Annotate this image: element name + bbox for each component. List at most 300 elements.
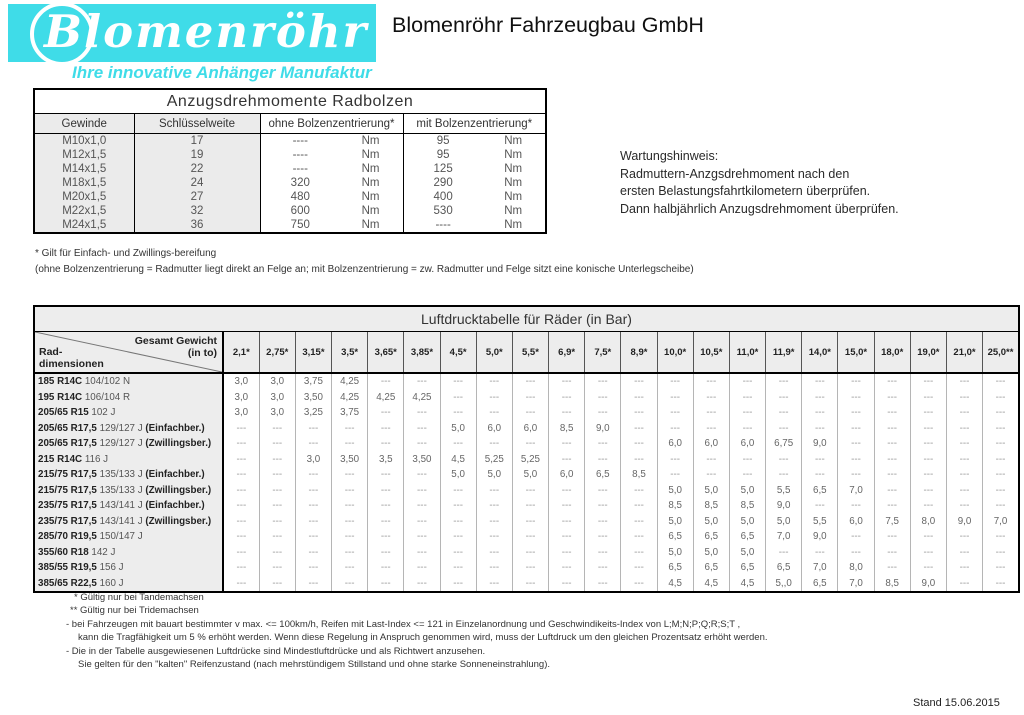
pressure-value-cell: 7,0 — [802, 560, 838, 576]
pressure-value-cell: 6,0 — [512, 421, 548, 437]
pressure-value-cell: --- — [295, 483, 331, 499]
pressure-value-cell: 7,0 — [766, 529, 802, 545]
pressure-value-cell: --- — [368, 421, 404, 437]
torque-unit: Nm — [361, 163, 380, 175]
pressure-value-cell: --- — [874, 483, 910, 499]
torque-value: 400 — [433, 191, 453, 203]
pressure-value-cell: --- — [259, 576, 295, 593]
pressure-value-cell: --- — [766, 373, 802, 390]
pressure-value-cell: --- — [802, 405, 838, 421]
weight-header: 15,0* — [838, 332, 874, 374]
pressure-value-cell: --- — [983, 467, 1019, 483]
pressure-value-cell: 9,0 — [910, 576, 946, 593]
pressure-value-cell: --- — [404, 467, 440, 483]
tyre-load-index: 160 J — [96, 577, 124, 589]
tyre-load-index: 129/127 J — [96, 438, 143, 450]
gewinde-cell: M14x1,5 — [34, 162, 134, 176]
pressure-value-cell: --- — [657, 390, 693, 406]
pressure-value-cell: 4,25 — [332, 390, 368, 406]
weight-header: 4,5* — [440, 332, 476, 374]
pressure-value-cell: 4,5 — [693, 576, 729, 593]
pressure-value-cell: --- — [838, 498, 874, 514]
pressure-value-cell: --- — [585, 514, 621, 530]
pressure-value-cell: --- — [983, 452, 1019, 468]
footnote-line: (ohne Bolzenzentrierung = Radmutter liegt direkt an Felge an; mit Bolzenzentrierung = zw. Radmutter und Felge sitzt eine konische Unterlegscheibe) — [35, 263, 694, 275]
pressure-value-cell: 8,0 — [910, 514, 946, 530]
pressure-value-cell: --- — [368, 576, 404, 593]
pressure-value-cell: --- — [983, 483, 1019, 499]
pressure-value-cell: 7,5 — [874, 514, 910, 530]
pressure-value-cell: 5,0 — [729, 514, 765, 530]
company-title: Blomenröhr Fahrzeugbau GmbH — [392, 13, 704, 37]
pressure-value-cell: --- — [512, 483, 548, 499]
pressure-value-cell: --- — [585, 545, 621, 561]
pressure-value-cell: --- — [585, 452, 621, 468]
torque-ohne-cell — [260, 218, 403, 233]
pressure-value-cell: --- — [295, 545, 331, 561]
tyre-label-cell — [34, 421, 223, 437]
pressure-value-cell: --- — [512, 373, 548, 390]
pressure-value-cell: 5,5 — [766, 483, 802, 499]
pressure-value-cell: --- — [693, 405, 729, 421]
pressure-value-cell: --- — [404, 576, 440, 593]
pressure-value-cell: --- — [440, 483, 476, 499]
tyre-mount-type: (Zwillingsber.) — [142, 484, 212, 496]
pressure-value-cell: --- — [549, 498, 585, 514]
pressure-value-cell: --- — [585, 405, 621, 421]
pressure-value-cell: 3,50 — [332, 452, 368, 468]
pressure-value-cell: --- — [874, 373, 910, 390]
pressure-value-cell: 6,5 — [693, 529, 729, 545]
pressure-value-cell: --- — [404, 421, 440, 437]
pressure-value-cell: --- — [332, 467, 368, 483]
pressure-value-cell: --- — [512, 498, 548, 514]
torque-mit-cell — [403, 218, 546, 233]
pressure-value-cell: --- — [693, 452, 729, 468]
pressure-value-cell: --- — [729, 467, 765, 483]
pressure-value-cell: --- — [368, 545, 404, 561]
pressure-value-cell: --- — [368, 498, 404, 514]
pressure-value-cell: --- — [946, 390, 982, 406]
gewinde-cell: M12x1,5 — [34, 148, 134, 162]
pressure-value-cell: --- — [910, 390, 946, 406]
torque-unit: Nm — [361, 205, 380, 217]
tyre-dimension: 205/65 R17,5 — [38, 438, 97, 450]
torque-ohne-cell — [260, 148, 403, 162]
pressure-value-cell: --- — [295, 467, 331, 483]
pressure-value-cell: --- — [404, 545, 440, 561]
pressure-value-cell: --- — [368, 483, 404, 499]
weight-header: 5,5* — [512, 332, 548, 374]
weight-header: 11,0* — [729, 332, 765, 374]
torque-ohne-cell — [260, 162, 403, 176]
pressure-value-cell: --- — [295, 436, 331, 452]
torque-mit-cell — [403, 204, 546, 218]
torque-value: 320 — [290, 177, 310, 189]
pressure-value-cell: 5,0 — [729, 545, 765, 561]
pressure-value-cell: --- — [332, 436, 368, 452]
pressure-value-cell: --- — [476, 483, 512, 499]
pressure-value-cell: --- — [874, 452, 910, 468]
pressure-value-cell: --- — [874, 467, 910, 483]
pressure-value-cell: --- — [657, 467, 693, 483]
pressure-value-cell: --- — [766, 405, 802, 421]
tyre-dimension: 235/75 R17,5 — [38, 515, 97, 527]
pressure-value-cell: --- — [476, 529, 512, 545]
pressure-value-cell: --- — [295, 514, 331, 530]
pressure-value-cell: --- — [440, 545, 476, 561]
torque-header-row — [34, 114, 546, 134]
tyre-mount-type: (Einfachber.) — [142, 422, 205, 434]
pressure-value-cell: --- — [404, 514, 440, 530]
pressure-value-cell: 6,5 — [729, 560, 765, 576]
pressure-value-cell: 6,5 — [802, 576, 838, 593]
pressure-value-cell: 6,0 — [838, 514, 874, 530]
weight-header: 5,0* — [476, 332, 512, 374]
maintenance-note — [620, 148, 899, 218]
pressure-value-cell: --- — [621, 560, 657, 576]
pressure-value-cell: 8,5 — [621, 467, 657, 483]
document-date: Stand 15.06.2015 — [913, 697, 1000, 709]
pressure-footnotes — [66, 591, 768, 671]
pressure-value-cell: --- — [983, 529, 1019, 545]
gewinde-cell: M24x1,5 — [34, 218, 134, 233]
pressure-value-cell: 5,0 — [657, 545, 693, 561]
maintenance-line: Radmuttern-Anzgsdrehmoment nach den — [620, 166, 850, 181]
weight-header: 3,5* — [332, 332, 368, 374]
pressure-value-cell: --- — [223, 498, 259, 514]
pressure-value-cell: 5,0 — [512, 467, 548, 483]
weight-header: 19,0* — [910, 332, 946, 374]
pressure-value-cell: --- — [657, 421, 693, 437]
tyre-label-cell — [34, 390, 223, 406]
torque-value: 95 — [436, 149, 450, 161]
pressure-value-cell: --- — [223, 421, 259, 437]
pressure-value-cell: --- — [874, 436, 910, 452]
pressure-value-cell: --- — [910, 452, 946, 468]
tyre-label-cell — [34, 560, 223, 576]
pressure-value-cell: --- — [368, 560, 404, 576]
pressure-value-cell: --- — [983, 373, 1019, 390]
pressure-value-cell: --- — [223, 514, 259, 530]
pressure-value-cell: 6,5 — [766, 560, 802, 576]
pressure-value-cell: --- — [983, 421, 1019, 437]
tyre-mount-type: (Einfachber.) — [142, 500, 205, 512]
weight-header: 14,0* — [802, 332, 838, 374]
pressure-value-cell: --- — [404, 560, 440, 576]
pressure-value-cell: --- — [838, 452, 874, 468]
pressure-value-cell: 9,0 — [802, 436, 838, 452]
pressure-value-cell: --- — [838, 405, 874, 421]
tyre-mount-type: (Einfachber.) — [142, 469, 205, 481]
pressure-value-cell: 9,0 — [946, 514, 982, 530]
pressure-value-cell: --- — [983, 390, 1019, 406]
schluesselweite-cell: 27 — [134, 190, 260, 204]
pressure-value-cell: 5,25 — [512, 452, 548, 468]
pressure-value-cell: --- — [621, 514, 657, 530]
pressure-value-cell: --- — [368, 373, 404, 390]
col-header-mit-bolzenzentrierung: mit Bolzenzentrierung* — [403, 114, 546, 134]
pressure-value-cell: --- — [223, 529, 259, 545]
pressure-value-cell: 7,0 — [983, 514, 1019, 530]
tyre-row — [34, 421, 1019, 437]
pressure-value-cell: --- — [295, 576, 331, 593]
tyre-label-cell — [34, 529, 223, 545]
pressure-value-cell: --- — [549, 560, 585, 576]
pressure-value-cell: 3,50 — [295, 390, 331, 406]
pressure-value-cell: 3,75 — [295, 373, 331, 390]
pressure-value-cell: --- — [729, 421, 765, 437]
pressure-value-cell: --- — [874, 390, 910, 406]
pressure-value-cell: --- — [476, 545, 512, 561]
pressure-value-cell: --- — [368, 436, 404, 452]
pressure-value-cell: --- — [946, 498, 982, 514]
pressure-value-cell: --- — [874, 545, 910, 561]
pressure-value-cell: --- — [621, 545, 657, 561]
tyre-load-index: 106/104 R — [82, 391, 131, 403]
pressure-value-cell: --- — [729, 373, 765, 390]
pressure-value-cell: --- — [874, 529, 910, 545]
weight-header: 6,9* — [549, 332, 585, 374]
tyre-row — [34, 498, 1019, 514]
tyre-label-cell — [34, 436, 223, 452]
tyre-label-cell — [34, 498, 223, 514]
weight-header: 2,1* — [223, 332, 259, 374]
pressure-value-cell: --- — [332, 483, 368, 499]
corner-label-weight-line2: (in to) — [187, 347, 217, 359]
pressure-value-cell: --- — [440, 390, 476, 406]
pressure-value-cell: --- — [512, 560, 548, 576]
pressure-value-cell: --- — [512, 436, 548, 452]
pressure-value-cell: --- — [332, 498, 368, 514]
pressure-value-cell: --- — [440, 560, 476, 576]
pressure-value-cell: --- — [621, 498, 657, 514]
pressure-value-cell: --- — [910, 373, 946, 390]
torque-value: ---- — [292, 149, 308, 161]
tyre-load-index: 135/133 J — [96, 484, 143, 496]
tyre-load-index: 129/127 J — [96, 422, 143, 434]
tyre-label-cell — [34, 545, 223, 561]
tyre-label-cell — [34, 405, 223, 421]
tyre-mount-type: (Zwillingsber.) — [142, 438, 212, 450]
pressure-value-cell: --- — [874, 498, 910, 514]
pressure-value-cell: --- — [585, 498, 621, 514]
pressure-value-cell: --- — [404, 483, 440, 499]
pressure-value-cell: 5,0 — [693, 483, 729, 499]
col-header-gewinde: Gewinde — [34, 114, 134, 134]
maintenance-line: Wartungshinweis: — [620, 149, 719, 163]
pressure-value-cell: 5,25 — [476, 452, 512, 468]
pressure-value-cell: --- — [476, 390, 512, 406]
pressure-value-cell: --- — [512, 545, 548, 561]
pressure-value-cell: --- — [259, 452, 295, 468]
pressure-value-cell: --- — [295, 498, 331, 514]
pressure-value-cell: --- — [621, 373, 657, 390]
pressure-value-cell: --- — [766, 452, 802, 468]
torque-ohne-cell — [260, 204, 403, 218]
pressure-value-cell: 6,0 — [693, 436, 729, 452]
pressure-value-cell: --- — [295, 421, 331, 437]
pressure-value-cell: --- — [440, 576, 476, 593]
pressure-value-cell: --- — [585, 390, 621, 406]
pressure-value-cell: 6,5 — [657, 560, 693, 576]
pressure-value-cell: --- — [259, 498, 295, 514]
pressure-value-cell: --- — [729, 390, 765, 406]
torque-unit: Nm — [504, 163, 523, 175]
tyre-row — [34, 576, 1019, 593]
brand-tagline: Ihre innovative Anhänger Manufaktur — [72, 63, 372, 82]
torque-unit: Nm — [361, 135, 380, 147]
pressure-value-cell: --- — [657, 373, 693, 390]
pressure-value-cell: --- — [512, 514, 548, 530]
pressure-value-cell: --- — [404, 373, 440, 390]
pressure-value-cell: --- — [585, 576, 621, 593]
pressure-value-cell: --- — [910, 405, 946, 421]
pressure-value-cell: --- — [332, 514, 368, 530]
tyre-dimension: 355/60 R18 — [38, 546, 89, 558]
tyre-load-index: 116 J — [82, 453, 109, 465]
footnote-line: ** Gültig nur bei Tridemachsen — [70, 605, 199, 617]
torque-row — [34, 162, 546, 176]
footnote-line: kann die Tragfähigkeit um 5 % erhöht werden. Wenn diese Regelung in Anspruch genommen wird, muss der Luftdruck um den gleichen Prozentsatz erhöht werden. — [78, 632, 768, 644]
tyre-load-index: 156 J — [96, 562, 124, 574]
pressure-value-cell: --- — [838, 390, 874, 406]
pressure-value-cell: --- — [657, 405, 693, 421]
pressure-value-cell: --- — [946, 560, 982, 576]
pressure-value-cell: --- — [440, 436, 476, 452]
pressure-value-cell: --- — [223, 436, 259, 452]
tyre-row — [34, 405, 1019, 421]
pressure-value-cell: --- — [766, 421, 802, 437]
tyre-load-index: 143/141 J — [96, 500, 143, 512]
torque-table-title: Anzugsdrehmomente Radbolzen — [34, 89, 546, 114]
torque-ohne-cell — [260, 176, 403, 190]
col-header-schluesselweite: Schlüsselweite — [134, 114, 260, 134]
pressure-value-cell: --- — [838, 421, 874, 437]
torque-row — [34, 190, 546, 204]
pressure-value-cell: --- — [946, 373, 982, 390]
pressure-value-cell: --- — [476, 436, 512, 452]
gewinde-cell: M20x1,5 — [34, 190, 134, 204]
pressure-value-cell: --- — [838, 373, 874, 390]
pressure-value-cell: --- — [621, 452, 657, 468]
tyre-row — [34, 373, 1019, 390]
tyre-dimension: 195 R14C — [38, 391, 83, 403]
weight-header: 11,9* — [766, 332, 802, 374]
pressure-value-cell: --- — [332, 529, 368, 545]
pressure-value-cell: --- — [549, 545, 585, 561]
pressure-value-cell: --- — [657, 452, 693, 468]
torque-value: ---- — [435, 219, 451, 231]
pressure-value-cell: --- — [983, 560, 1019, 576]
tyre-dimension: 285/70 R19,5 — [38, 531, 97, 543]
torque-value: 750 — [290, 219, 310, 231]
pressure-value-cell: --- — [766, 390, 802, 406]
torque-value: ---- — [292, 163, 308, 175]
torque-value: ---- — [292, 135, 308, 147]
schluesselweite-cell: 17 — [134, 134, 260, 149]
pressure-value-cell: --- — [621, 529, 657, 545]
pressure-value-cell: --- — [440, 405, 476, 421]
pressure-value-cell: 3,0 — [223, 405, 259, 421]
pressure-value-cell: 6,5 — [729, 529, 765, 545]
pressure-value-cell: --- — [549, 576, 585, 593]
pressure-value-cell: --- — [332, 545, 368, 561]
tyre-mount-type: (Zwillingsber.) — [142, 515, 212, 527]
pressure-value-cell: --- — [440, 514, 476, 530]
pressure-value-cell: --- — [549, 390, 585, 406]
pressure-value-cell: --- — [259, 467, 295, 483]
tyre-row — [34, 436, 1019, 452]
pressure-value-cell: --- — [585, 529, 621, 545]
pressure-value-cell: --- — [838, 467, 874, 483]
pressure-value-cell: --- — [476, 514, 512, 530]
pressure-value-cell: --- — [729, 452, 765, 468]
tyre-dimension: 385/65 R22,5 — [38, 577, 97, 589]
schluesselweite-cell: 32 — [134, 204, 260, 218]
torque-ohne-cell — [260, 190, 403, 204]
pressure-value-cell: 5,5 — [802, 514, 838, 530]
tyre-load-index: 150/147 J — [96, 531, 143, 543]
tyre-row — [34, 390, 1019, 406]
pressure-value-cell: 6,0 — [729, 436, 765, 452]
pressure-value-cell: --- — [368, 467, 404, 483]
tyre-dimension: 385/55 R19,5 — [38, 562, 97, 574]
pressure-value-cell: 9,0 — [802, 529, 838, 545]
pressure-value-cell: --- — [946, 483, 982, 499]
pressure-value-cell: --- — [910, 483, 946, 499]
tyre-label-cell — [34, 514, 223, 530]
pressure-value-cell: 5,0 — [693, 514, 729, 530]
schluesselweite-cell: 22 — [134, 162, 260, 176]
pressure-value-cell: --- — [404, 436, 440, 452]
gewinde-cell: M18x1,5 — [34, 176, 134, 190]
pressure-value-cell: --- — [259, 436, 295, 452]
pressure-value-cell: 5,0 — [476, 467, 512, 483]
torque-value: 600 — [290, 205, 310, 217]
pressure-value-cell: 7,0 — [838, 576, 874, 593]
pressure-value-cell: 4,25 — [404, 390, 440, 406]
tyre-label-cell — [34, 452, 223, 468]
pressure-value-cell: --- — [585, 373, 621, 390]
tyre-load-index: 142 J — [88, 546, 116, 558]
pressure-value-cell: --- — [838, 436, 874, 452]
pressure-value-cell: --- — [693, 373, 729, 390]
pressure-value-cell: --- — [946, 421, 982, 437]
torque-value: 95 — [436, 135, 450, 147]
pressure-value-cell: --- — [910, 421, 946, 437]
pressure-value-cell: 3,0 — [259, 373, 295, 390]
pressure-value-cell: --- — [946, 545, 982, 561]
torque-footnotes — [35, 246, 694, 277]
torque-title-row — [34, 89, 546, 114]
torque-mit-cell — [403, 134, 546, 149]
tyre-dimension: 235/75 R17,5 — [38, 500, 97, 512]
torque-unit: Nm — [504, 149, 523, 161]
pressure-value-cell: --- — [946, 467, 982, 483]
pressure-value-cell: 6,75 — [766, 436, 802, 452]
pressure-value-cell: --- — [983, 405, 1019, 421]
pressure-value-cell: --- — [512, 390, 548, 406]
pressure-value-cell: --- — [223, 452, 259, 468]
pressure-value-cell: --- — [476, 373, 512, 390]
pressure-value-cell: --- — [983, 498, 1019, 514]
pressure-value-cell: 3,0 — [223, 390, 259, 406]
pressure-value-cell: 3,5 — [368, 452, 404, 468]
tyre-dimension: 205/65 R17,5 — [38, 422, 97, 434]
pressure-value-cell: 3,75 — [332, 405, 368, 421]
torque-row — [34, 176, 546, 190]
